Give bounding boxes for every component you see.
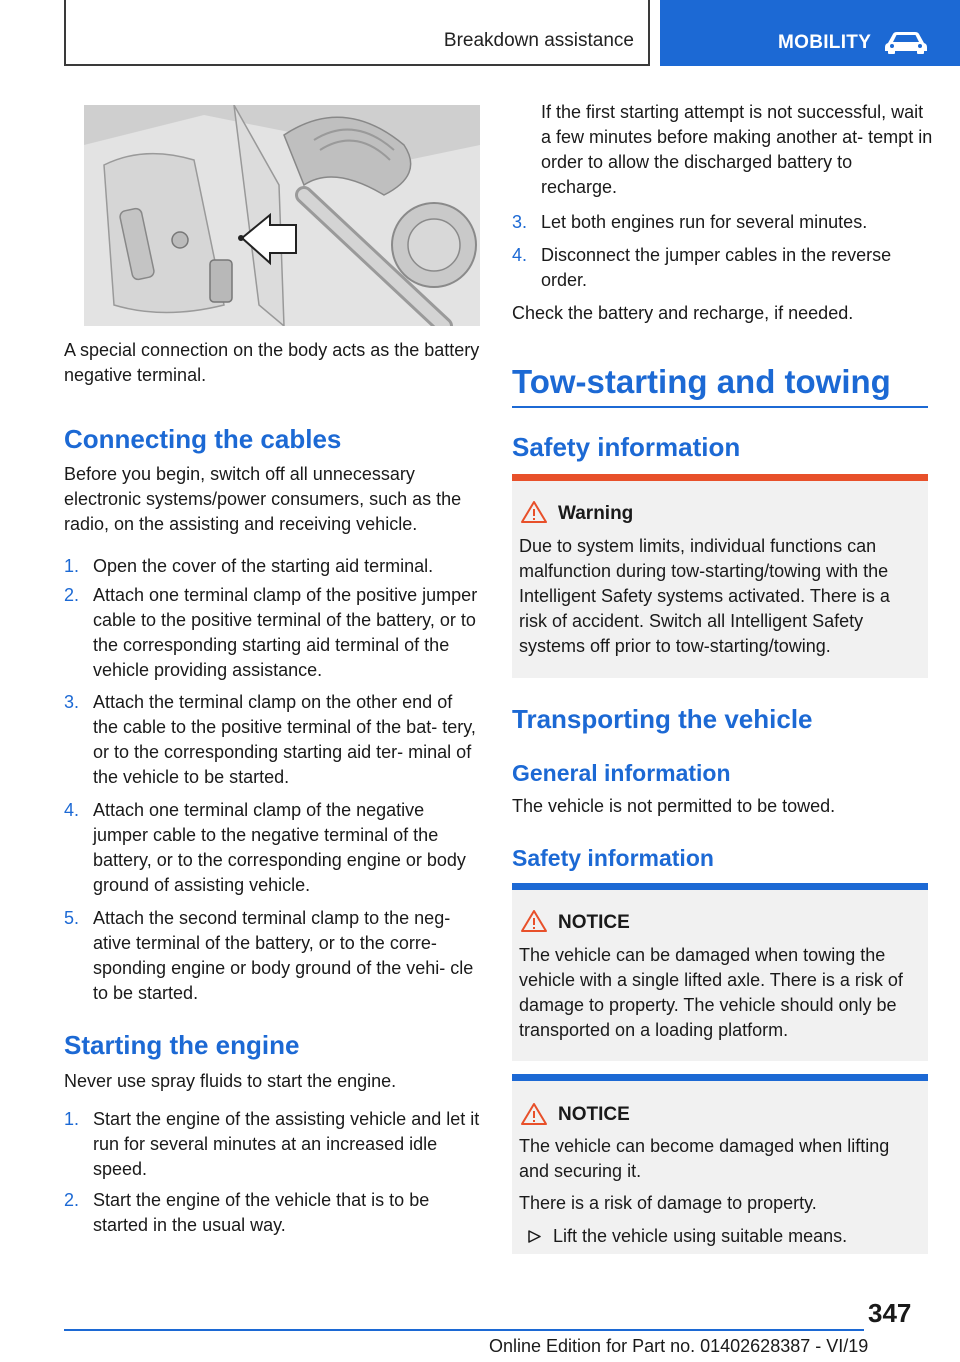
list-text: Attach the terminal clamp on the other end of the cable to the positive terminal of the bat‐ tery, or to the corresponding starting aid ter‐ minal of the vehicle to be started. bbox=[93, 692, 476, 787]
notice-bullet-text: Lift the vehicle using suitable means. bbox=[553, 1226, 848, 1246]
notice-text: The vehicle can become damaged when lifting and securing it. bbox=[519, 1136, 890, 1181]
heading-transporting-vehicle: Transporting the vehicle bbox=[512, 704, 813, 734]
list-text: Start the engine of the assisting vehicle and let it run for several minutes at an increased idle speed. bbox=[93, 1109, 480, 1179]
notice-box bbox=[512, 883, 928, 1061]
list-text: Disconnect the jumper cables in the reverse order. bbox=[541, 245, 892, 290]
warning-text: Due to system limits, individual functions can malfunction during tow-starting/towing with the Intelligent Safety systems activated. There is a risk of accident. Switch all Intelligent Safety systems off prior to tow-starting/towing. bbox=[519, 536, 890, 656]
notice-title: NOTICE bbox=[558, 1104, 630, 1125]
list-text: Attach one terminal clamp of the positive jumper cable to the positive terminal of the battery, or to the corresponding starting aid terminal of the vehicle providing assistance. bbox=[93, 585, 478, 680]
warning-title: Warning bbox=[558, 503, 634, 524]
header-chapter-tab[interactable] bbox=[660, 0, 960, 66]
notice-bar bbox=[512, 883, 928, 890]
connecting-intro: Before you begin, switch off all unnecessary electronic systems/power consumers, such as the radio, on the assisting and receiving vehicle. bbox=[64, 464, 462, 534]
notice-risk-text: There is a risk of damage to property. bbox=[519, 1193, 817, 1213]
footer-rule bbox=[64, 1329, 864, 1331]
list-number: 5. bbox=[64, 908, 80, 928]
heading-starting-engine: Starting the engine bbox=[64, 1030, 300, 1060]
heading-connecting-cables: Connecting the cables bbox=[64, 424, 342, 454]
list-text: Start the engine of the vehicle that is to be started in the usual way. bbox=[93, 1190, 430, 1235]
list-number: 1. bbox=[64, 556, 80, 576]
list-number: 2. bbox=[64, 585, 80, 605]
triangle-bullet-icon bbox=[528, 1230, 541, 1243]
warning-box bbox=[512, 474, 928, 678]
warning-triangle-icon bbox=[520, 500, 548, 524]
continuation-text: If the first starting attempt is not successful, wait a few minutes before making another at‐ tempt in order to allow the discharged battery to recharge. bbox=[541, 102, 933, 197]
list-number: 3. bbox=[64, 692, 80, 712]
list-number: 1. bbox=[64, 1109, 80, 1129]
heading-safety-information-2: Safety information bbox=[512, 845, 714, 871]
footer-edition: Online Edition for Part no. 01402628387 - VI/19 bbox=[489, 1336, 869, 1356]
starting-intro: Never use spray fluids to start the engine. bbox=[64, 1071, 397, 1091]
heading-general-information: General information bbox=[512, 760, 731, 786]
warning-triangle-icon bbox=[520, 1102, 548, 1126]
notice-box bbox=[512, 1074, 928, 1254]
heading-tow-starting: Tow-starting and towing bbox=[512, 363, 891, 400]
photo-caption: A special connection on the body acts as the battery negative terminal. bbox=[64, 340, 480, 385]
heading-rule bbox=[512, 406, 928, 408]
page-number: 347 bbox=[868, 1298, 912, 1328]
list-text: Open the cover of the starting aid terminal. bbox=[93, 556, 434, 576]
engine-compartment-photo bbox=[84, 105, 480, 326]
list-text: Let both engines run for several minutes. bbox=[541, 212, 868, 232]
list-number: 2. bbox=[64, 1190, 80, 1210]
header-chapter-title: MOBILITY bbox=[778, 32, 872, 53]
heading-safety-information: Safety information bbox=[512, 432, 741, 462]
list-number: 4. bbox=[512, 245, 528, 265]
notice-title: NOTICE bbox=[558, 912, 630, 933]
notice-text: The vehicle can be damaged when towing the vehicle with a single lifted axle. There is a risk of damage to property. The vehicle should only be transported on a loading platform. bbox=[519, 945, 903, 1040]
list-number: 4. bbox=[64, 800, 80, 820]
warning-triangle-icon bbox=[520, 909, 548, 933]
notice-bar bbox=[512, 1074, 928, 1081]
check-text: Check the battery and recharge, if needed. bbox=[512, 303, 854, 323]
list-number: 3. bbox=[512, 212, 528, 232]
warning-bar bbox=[512, 474, 928, 481]
list-text: Attach the second terminal clamp to the neg‐ ative terminal of the battery, or to the corre‐ sponding engine or body ground of the vehi‐ cle to be started. bbox=[93, 908, 474, 1003]
list-text: Attach one terminal clamp of the negative jumper cable to the negative terminal of the battery, or to the corresponding engine or body ground of assisting vehicle. bbox=[93, 800, 466, 895]
general-text: The vehicle is not permitted to be towed. bbox=[512, 796, 836, 816]
header-section-title: Breakdown assistance bbox=[443, 30, 634, 51]
car-icon bbox=[884, 30, 928, 54]
header-section-box bbox=[64, 0, 650, 66]
